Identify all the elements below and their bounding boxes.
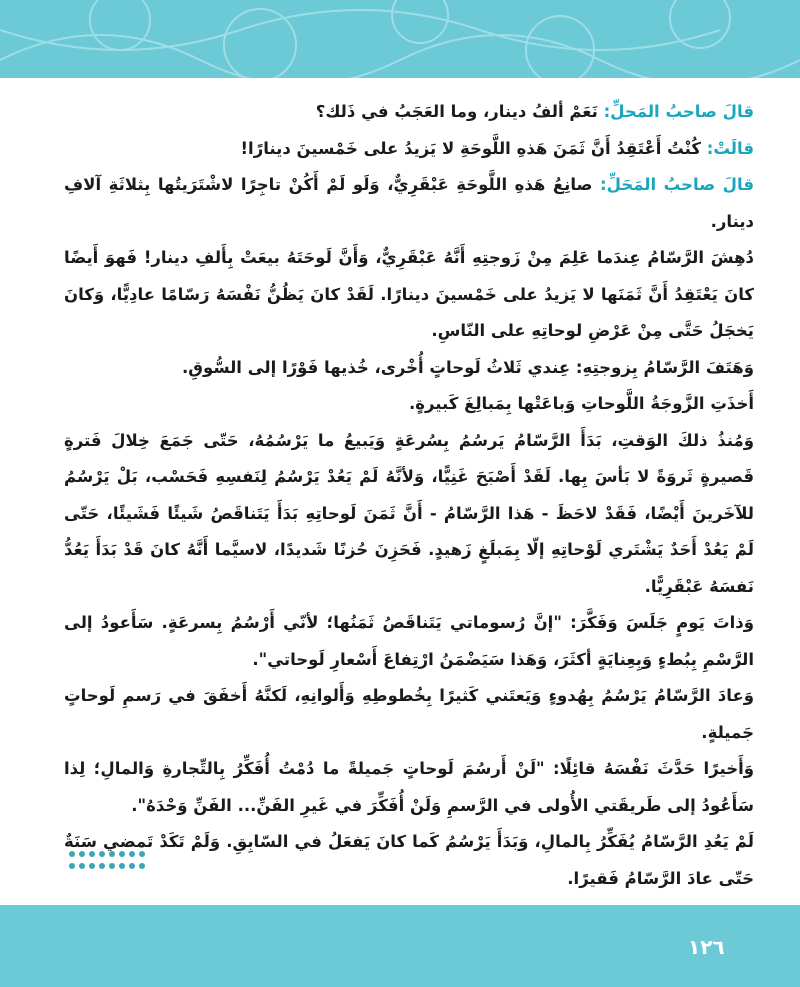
page-number: ١٢٦: [688, 935, 725, 959]
speaker-label: قالَتْ:: [706, 138, 754, 158]
dialogue-text: كُنْتُ أَعْتَقِدُ أَنَّ ثَمَنَ هَذهِ اللَّوحَةِ لا يَزيدُ على خَمْسينَ دينارًا!: [240, 138, 707, 158]
arabesque-pattern: [0, 0, 800, 78]
bottom-band: [0, 905, 800, 987]
decorative-dots: [66, 848, 148, 874]
paragraph: أَخذَتِ الزَّوجَةُ اللَّوحاتِ وَباعَتْها بِمَبالِغَ كَبيرةٍ.: [409, 394, 754, 413]
story-text: [64, 94, 754, 897]
dialogue-text: صانِعُ هَذهِ اللَّوحَةِ عَبْقَرِيٌّ، وَلَو لَمْ أَكُنْ تاجِرًا لاشْتَرَيتُها بِثلاثَةِ آلافِ دينار.: [64, 175, 754, 231]
speaker-label: قالَ صاحبُ المَحلِّ:: [603, 102, 754, 121]
speaker-label: قالَ صاحبُ المَحَلِّ:: [600, 175, 754, 194]
dialogue-line: [64, 167, 754, 240]
paragraph: وَعادَ الرَّسّامُ يَرْسُمُ بِهُدوءٍ وَيَعتَني كَثيرًا بِخُطوطِهِ وَأَلوانِهِ، لَكنَّهُ أَخفَقَ في رَسمِ لَوحاتٍ جَميلةٍ.: [64, 686, 754, 742]
paragraph: وَذاتَ يَومٍ جَلَسَ وَفَكَّرَ: "إنَّ رُسوماتي يَتَناقَصُ ثَمَنُها؛ لأنّي أَرْسُمُ بِسرعَةٍ. سَأَعودُ إلى الرَّسْمِ بِبُطءٍ وَبِعِنايَةٍ أكثَرَ، وَهَذا سَيَضْمَنُ ارْتِفاعَ أَسْعارِ لَوحاتي".: [64, 613, 754, 669]
paragraph: وَهَتَفَ الرَّسّامُ بِزوجتِهِ: عِندي ثَلاثُ لَوحاتٍ أُخْرى، خُذيها فَوْرًا إلى السُّوقِ.: [181, 357, 754, 377]
paragraph: دُهِشَ الرَّسّامُ عِندَما عَلِمَ مِنْ زَوجتِهِ أَنَّهُ عَبْقَرِيٌّ، وَأَنَّ لَوحَتَهُ بيعَتْ بِأَلفِ دينار! فَهوَ أَيضًا كانَ يَعْتَقِدُ أَنَّ ثَمَنَها لا يَزيدُ على خَمْسينَ دينارًا. لَقَدْ كانَ يَظُنُّ نَفْسَهُ رَسّامًا عادِيًّا، وَكانَ يَخجَلُ حَتَّى مِنْ عَرْضِ لوحاتِهِ على النّاسِ.: [64, 248, 754, 340]
paragraph: وَمُنذُ ذلكَ الوَقتِ، بَدَأَ الرَّسّامُ يَرسُمُ بِسُرعَةٍ وَيَبيعُ ما يَرْسُمُهُ، حَتّى جَمَعَ خِلالَ فَترةٍ قَصيرةٍ ثَروَةً لا بَأسَ بِها. لَقَدْ أَصْبَحَ غَنِيًّا، وَلأنَّهُ لَمْ يَعُدْ يَرْسُمُ لِنَفسِهِ فَحَسْب، بَلْ يَرْسُمُ للآخَرينَ أَيْضًا، فَقَدْ لاحَظَ - هَذا الرَّسّامُ - أَنَّ ثَمَنَ لَوحاتِهِ بَدَأَ يَتَناقَصُ شَيئًا فَشَيئًا، حَتّى لَمْ يَعُدْ أَحَدٌ يَشْتَري لَوْحاتِهِ إلّا بِمَبلَغٍ زَهيدٍ. فَحَزِنَ حُزنًا شَديدًا، لاسيَّما أَنَّهُ كانَ قَدْ بَدَأَ يَعُدُّ نَفسَهُ عَبْقَرِيًّا.: [64, 430, 754, 596]
dialogue-text: نَعَمْ ألفُ دينار، وما العَجَبُ في ذَلك؟: [315, 102, 604, 121]
dialogue-line: [64, 94, 754, 131]
dialogue-line: [64, 131, 754, 168]
top-decorative-band: [0, 0, 800, 78]
paragraph: وَأَخيرًا حَدَّثَ نَفْسَهُ قائِلًا: "لَنْ أَرسُمَ لَوحاتٍ جَميلةً ما دُمْتُ أُفَكِّرُ بِالتِّجارةِ وَالمالِ؛ لِذا سَأَعُودُ إلى طَريقَتي الأُولى في الرَّسمِ وَلَنْ أُفَكِّرَ في غَيرِ الفَنِّ... الفَنِّ وَحْدَهُ".: [64, 759, 754, 815]
paragraph: لَمْ يَعُدِ الرَّسّامُ يُفَكِّرُ بِالمالِ، وَبَدَأَ يَرْسُمُ كَما كانَ يَفعَلُ في السّابِقِ. وَلَمْ تَكَدْ تَمضي سَنَةٌ حَتّى عادَ الرَّسّامُ فَقيرًا.: [64, 832, 754, 888]
